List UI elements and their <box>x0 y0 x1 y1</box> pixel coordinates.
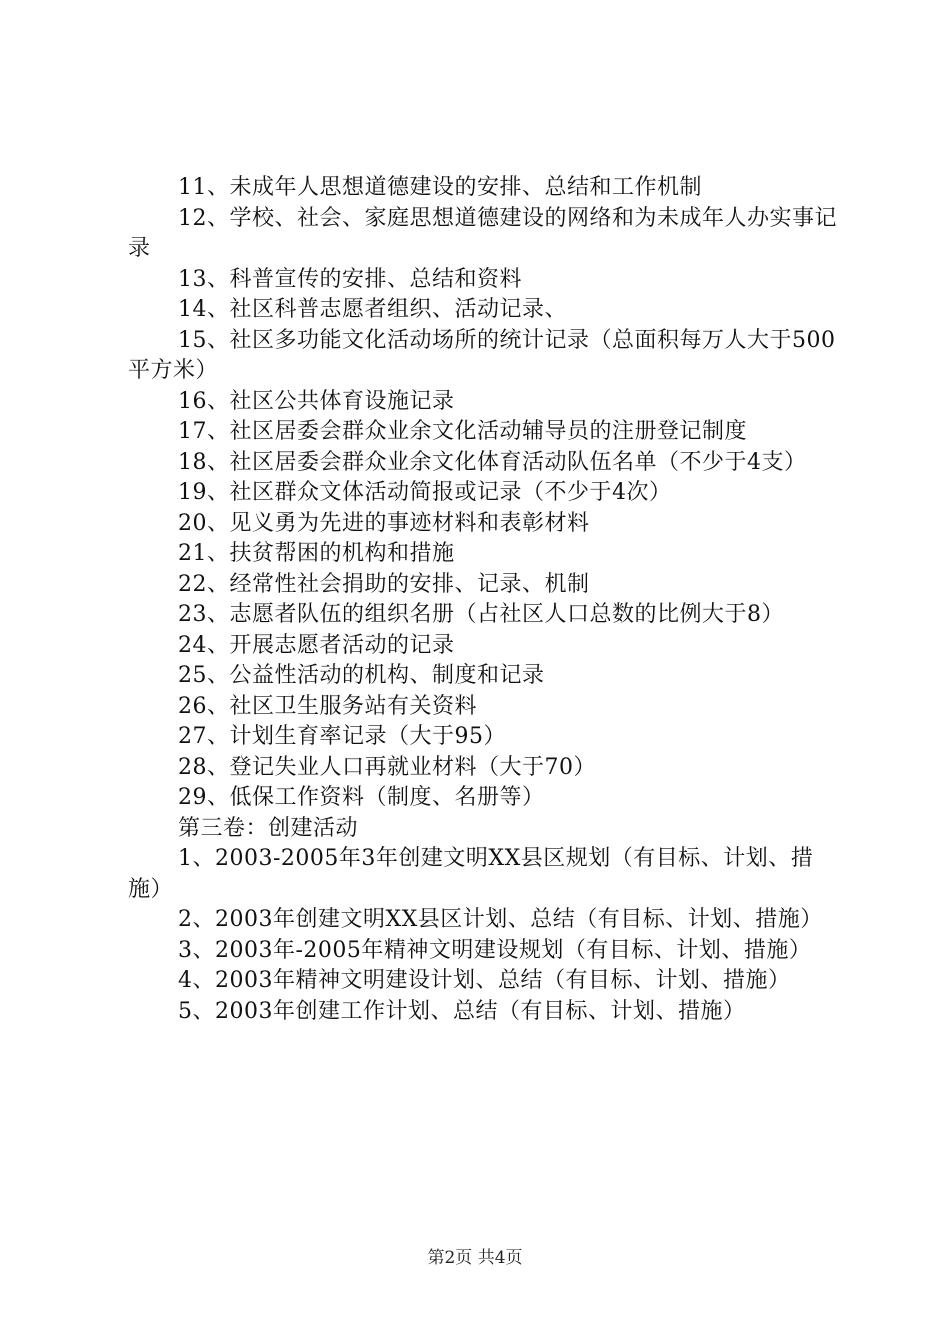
list-item: 22、经常性社会捐助的安排、记录、机制 <box>178 571 590 597</box>
list-item: 12、学校、社会、家庭思想道德建设的网络和为未成年人办实事记录 <box>128 205 837 261</box>
list-item: 2、2003年创建文明XX县区计划、总结（有目标、计划、措施） <box>178 907 823 932</box>
list-item: 26、社区卫生服务站有关资料 <box>178 693 477 719</box>
list-item: 27、计划生育率记录（大于95） <box>178 724 506 749</box>
list-item: 21、扶贫帮困的机构和措施 <box>178 541 455 566</box>
section-heading: 第三卷：创建活动 <box>178 815 359 841</box>
list-item: 11、未成年人思想道德建设的安排、总结和工作机制 <box>178 175 702 200</box>
list-item: 4、2003年精神文明建设计划、总结（有目标、计划、措施） <box>178 968 791 993</box>
list-item: 23、志愿者队伍的组织名册（占社区人口总数的比例大于8） <box>178 602 784 627</box>
list-item: 15、社区多功能文化活动场所的统计记录（总面积每万人大于500平方米） <box>128 327 836 383</box>
list-item: 17、社区居委会群众业余文化活动辅导员的注册登记制度 <box>178 419 747 444</box>
list-item: 3、2003年-2005年精神文明建设规划（有目标、计划、措施） <box>178 937 812 963</box>
list-item: 5、2003年创建工作计划、总结（有目标、计划、措施） <box>178 998 746 1024</box>
list-item: 24、开展志愿者活动的记录 <box>178 632 455 658</box>
list-item: 1、2003-2005年3年创建文明XX县区规划（有目标、计划、措施） <box>128 846 814 902</box>
list-item: 13、科普宣传的安排、总结和资料 <box>178 266 522 292</box>
list-item: 14、社区科普志愿者组织、活动记录、 <box>178 297 567 322</box>
page-number: 第2页 共4页 <box>427 1248 523 1268</box>
list-item: 16、社区公共体育设施记录 <box>178 388 455 414</box>
list-item: 28、登记失业人口再就业材料（大于70） <box>178 754 596 780</box>
list-item: 18、社区居委会群众业余文化体育活动队伍名单（不少于4支） <box>178 449 807 475</box>
list-item: 20、见义勇为先进的事迹材料和表彰材料 <box>178 510 590 536</box>
list-item: 25、公益性活动的机构、制度和记录 <box>178 663 545 688</box>
document-body <box>128 173 840 1027</box>
list-item: 19、社区群众文体活动简报或记录（不少于4次） <box>178 480 672 505</box>
list-item: 29、低保工作资料（制度、名册等） <box>178 785 545 810</box>
